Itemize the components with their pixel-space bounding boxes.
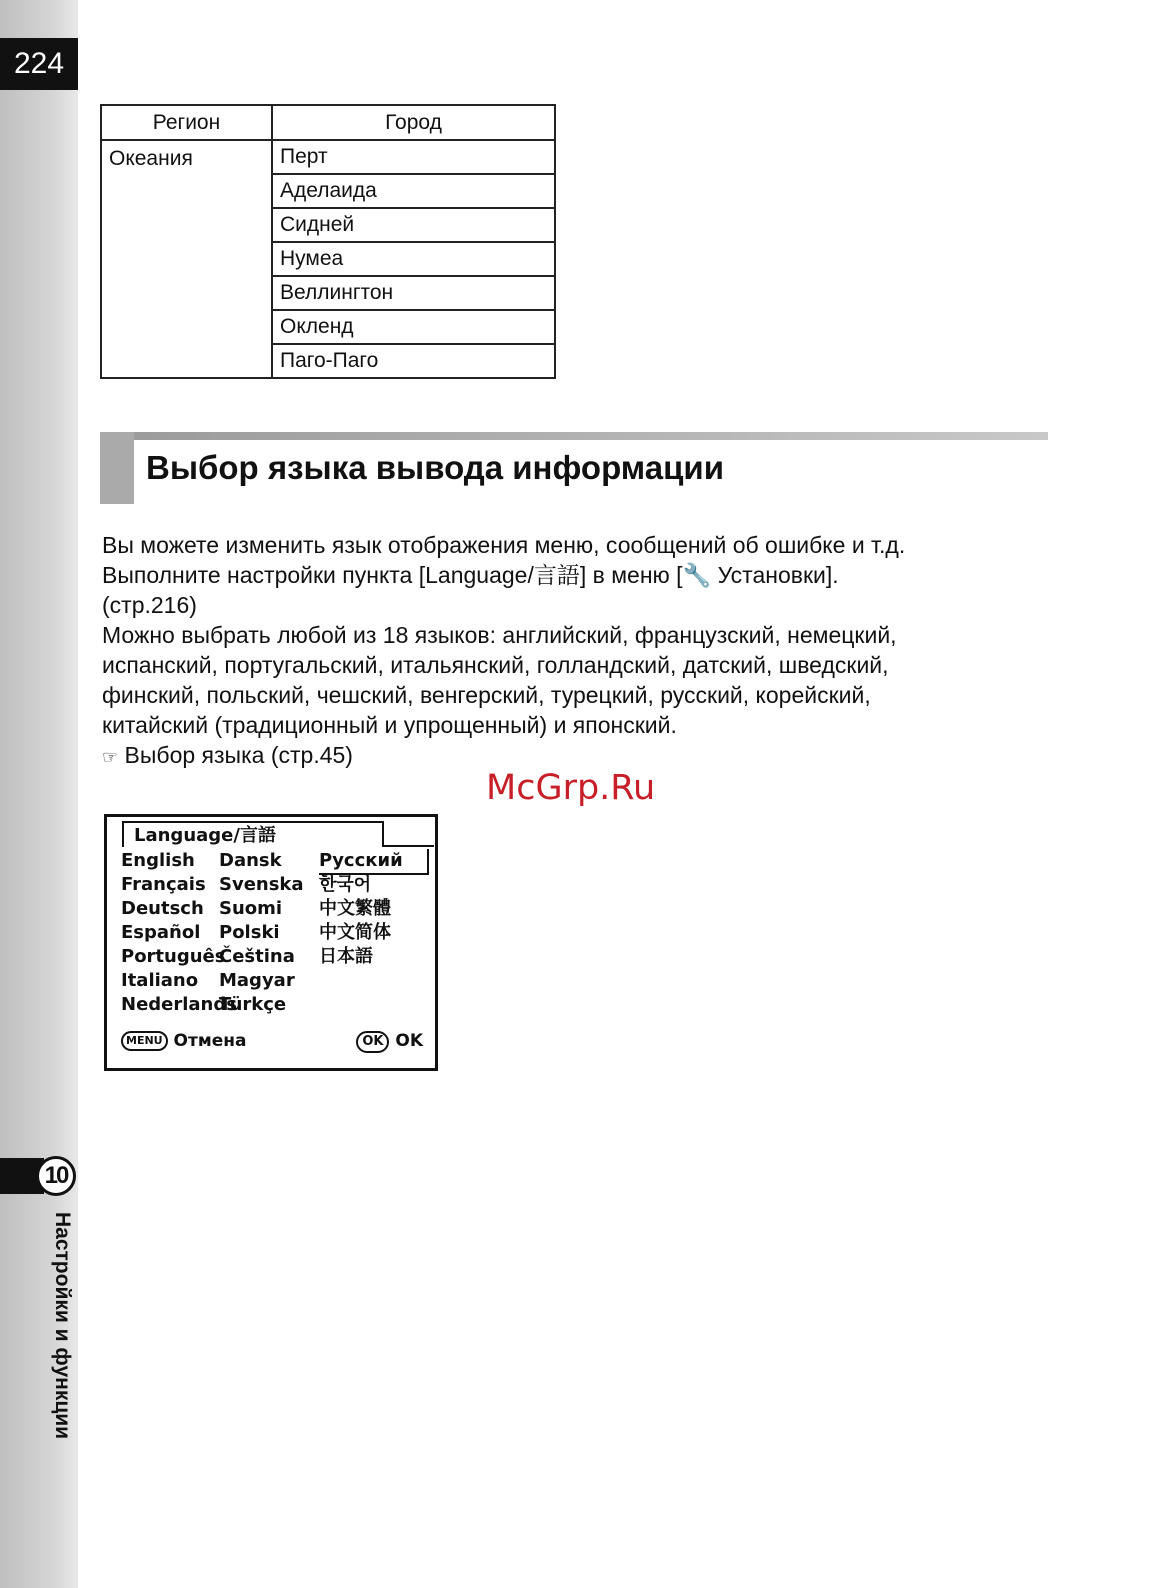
table-row [101,140,555,174]
language-option[interactable]: Français [121,874,206,895]
section-body [102,530,1052,772]
ok-label: OK [395,1031,423,1051]
language-option-selected[interactable]: Русский [319,849,429,875]
chapter-title: Настройки и функции [51,1212,74,1440]
body-line: китайский (традиционный и упрощенный) и японский. [102,712,677,738]
language-column-2 [219,849,304,1017]
page-number: 224 [0,38,78,90]
language-option[interactable]: Svenska [219,874,304,895]
city-cell: Сидней [272,208,555,242]
body-line: финский, польский, чешский, венгерский, турецкий, русский, корейский, [102,682,871,708]
city-cell: Нумеа [272,242,555,276]
city-cell: Окленд [272,310,555,344]
menu-tab-language[interactable]: Language/言語 [122,821,384,847]
body-line: Выполните настройки пункта [Language/言語] в меню [🔧 Установки]. [102,562,839,588]
language-option[interactable]: Türkçe [219,994,287,1015]
reference-link[interactable]: Выбор языка (стр.45) [124,742,353,768]
body-line: Вы можете изменить язык отображения меню, сообщений об ошибке и т.д. [102,532,906,558]
city-cell: Аделаида [272,174,555,208]
language-option[interactable]: 日本語 [319,946,373,967]
language-option[interactable]: 中文繁體 [319,898,391,919]
language-option[interactable]: Deutsch [121,898,204,919]
language-option[interactable]: Português [121,946,226,967]
chapter-number: 10 [36,1156,76,1196]
menu-button-icon: MENU [121,1031,168,1051]
language-option[interactable]: Čeština [219,946,295,967]
language-option[interactable]: Italiano [121,970,199,991]
language-option[interactable]: Suomi [219,898,283,919]
language-option[interactable]: Polski [219,922,280,943]
section-title: Выбор языка вывода информации [146,449,724,486]
menu-footer [121,1029,423,1053]
language-option[interactable]: Español [121,922,201,943]
heading-rule [100,432,1048,440]
cancel-label: Отмена [173,1031,247,1051]
cancel-action[interactable] [121,1029,246,1053]
table-header-city: Город [272,105,555,140]
language-menu-screen [104,814,438,1071]
region-cell: Океания [101,140,272,378]
ok-button-icon: OK [356,1031,389,1053]
language-option[interactable]: Nederlands [121,994,237,1015]
table-header-region: Регион [101,105,272,140]
city-cell: Веллингтон [272,276,555,310]
language-option[interactable]: Magyar [219,970,295,991]
city-cell: Перт [272,140,555,174]
body-line: (стр.216) [102,592,197,618]
language-column-3 [319,849,429,969]
tab-underline [382,845,434,847]
city-cell: Паго-Паго [272,344,555,378]
body-line: испанский, португальский, итальянский, голландский, датский, шведский, [102,652,889,678]
heading-marker [100,432,134,504]
language-option[interactable]: 中文简体 [319,922,391,943]
ok-action[interactable] [356,1029,423,1053]
language-option[interactable]: Dansk [219,850,282,871]
language-option[interactable]: 한국어 [319,874,372,895]
watermark: McGrp.Ru [486,768,656,808]
region-city-table [100,104,556,379]
language-option[interactable]: English [121,850,195,871]
body-line: Можно выбрать любой из 18 языков: английский, французский, немецкий, [102,622,897,648]
reference-icon: ☞ [102,747,119,767]
